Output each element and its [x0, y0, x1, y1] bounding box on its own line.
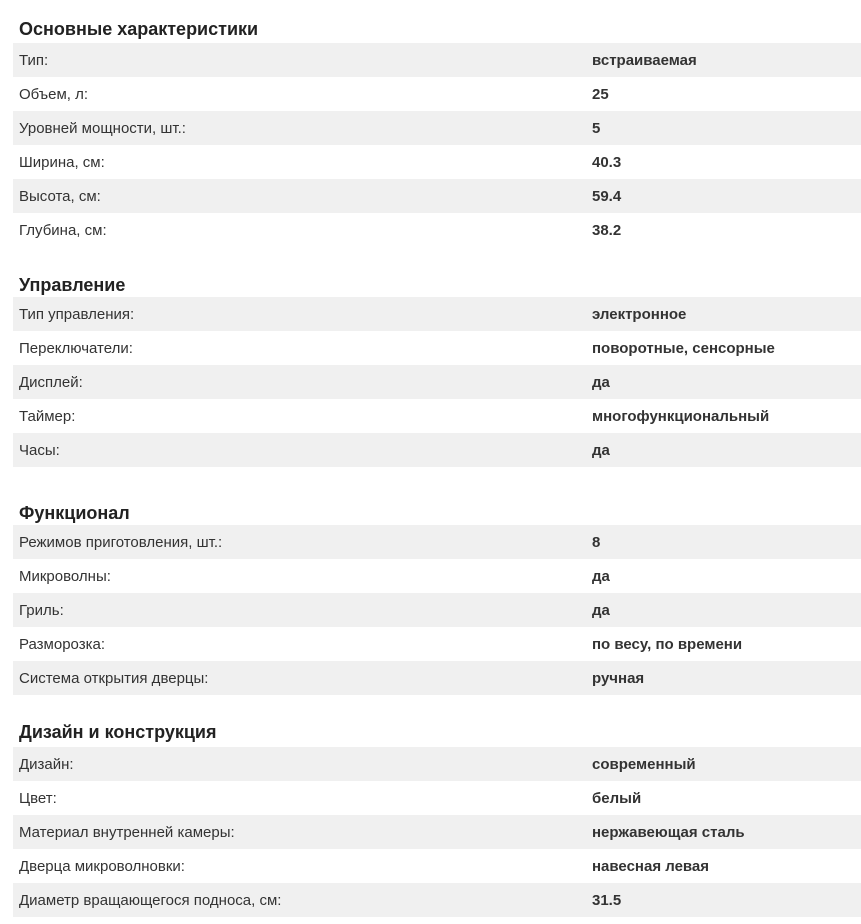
spec-label: Глубина, см:: [19, 221, 107, 239]
spec-label: Таймер:: [19, 407, 76, 425]
spec-label: Ширина, см:: [19, 153, 105, 171]
spec-row: [13, 331, 861, 365]
spec-value: встраиваемая: [592, 51, 697, 69]
spec-value: нержавеющая сталь: [592, 823, 745, 841]
spec-value: да: [592, 441, 610, 459]
spec-label: Цвет:: [19, 789, 57, 807]
spec-row: [13, 399, 861, 433]
spec-label: Уровней мощности, шт.:: [19, 119, 186, 137]
spec-label: Переключатели:: [19, 339, 133, 357]
spec-label: Высота, см:: [19, 187, 101, 205]
spec-label: Часы:: [19, 441, 60, 459]
spec-row: [13, 213, 861, 247]
spec-label: Дверца микроволновки:: [19, 857, 185, 875]
section-design-construction: [13, 695, 861, 917]
spec-value: 59.4: [592, 187, 622, 205]
spec-row: [13, 883, 861, 917]
section-functionality: [13, 474, 861, 695]
spec-value: белый: [592, 789, 642, 807]
section-title: Управление: [19, 275, 126, 295]
spec-label: Разморозка:: [19, 635, 106, 653]
spec-row: [13, 297, 861, 331]
spec-row: [13, 849, 861, 883]
spec-value: 25: [592, 85, 609, 103]
spec-value: современный: [592, 755, 696, 773]
section-title: Основные характеристики: [19, 19, 259, 39]
spec-label: Тип:: [19, 51, 49, 69]
spec-value: да: [592, 373, 610, 391]
section-controls: [13, 253, 861, 474]
spec-label: Система открытия дверцы:: [19, 669, 209, 687]
spec-row: [13, 815, 861, 849]
spec-row: [13, 747, 861, 781]
spec-label: Гриль:: [19, 601, 64, 619]
spec-row: [13, 593, 861, 627]
spec-value: 31.5: [592, 891, 622, 909]
spec-row: [13, 661, 861, 695]
spec-value: многофункциональный: [592, 407, 770, 425]
spec-label: Диаметр вращающегося подноса, см:: [19, 891, 282, 909]
spec-value: 5: [592, 119, 601, 137]
spec-label: Микроволны:: [19, 567, 111, 585]
section-title: Дизайн и конструкция: [19, 722, 217, 742]
spec-value: да: [592, 601, 610, 619]
spec-row: [13, 77, 861, 111]
spec-row: [13, 627, 861, 661]
spec-value: 40.3: [592, 153, 622, 171]
spec-row: [13, 365, 861, 399]
spec-value: поворотные, сенсорные: [592, 339, 775, 357]
spec-label: Режимов приготовления, шт.:: [19, 533, 223, 551]
spec-row: [13, 145, 861, 179]
section-main-characteristics: [13, 0, 861, 253]
spec-row: [13, 433, 861, 467]
spec-label: Материал внутренней камеры:: [19, 823, 235, 841]
spec-row: [13, 43, 861, 77]
spec-label: Дисплей:: [19, 373, 83, 391]
spec-value: по весу, по времени: [592, 635, 743, 653]
spec-value: навесная левая: [592, 857, 710, 875]
spec-label: Тип управления:: [19, 305, 135, 323]
spec-row: [13, 781, 861, 815]
spec-label: Объем, л:: [19, 85, 89, 103]
spec-value: 38.2: [592, 221, 622, 239]
spec-label: Дизайн:: [19, 755, 74, 773]
spec-value: электронное: [592, 305, 687, 323]
spec-row: [13, 525, 861, 559]
section-title: Функционал: [19, 503, 130, 523]
spec-row: [13, 559, 861, 593]
spec-value: да: [592, 567, 610, 585]
spec-value: ручная: [592, 669, 645, 687]
spec-row: [13, 111, 861, 145]
spec-value: 8: [592, 533, 601, 551]
specifications-table: [13, 0, 861, 917]
spec-row: [13, 179, 861, 213]
